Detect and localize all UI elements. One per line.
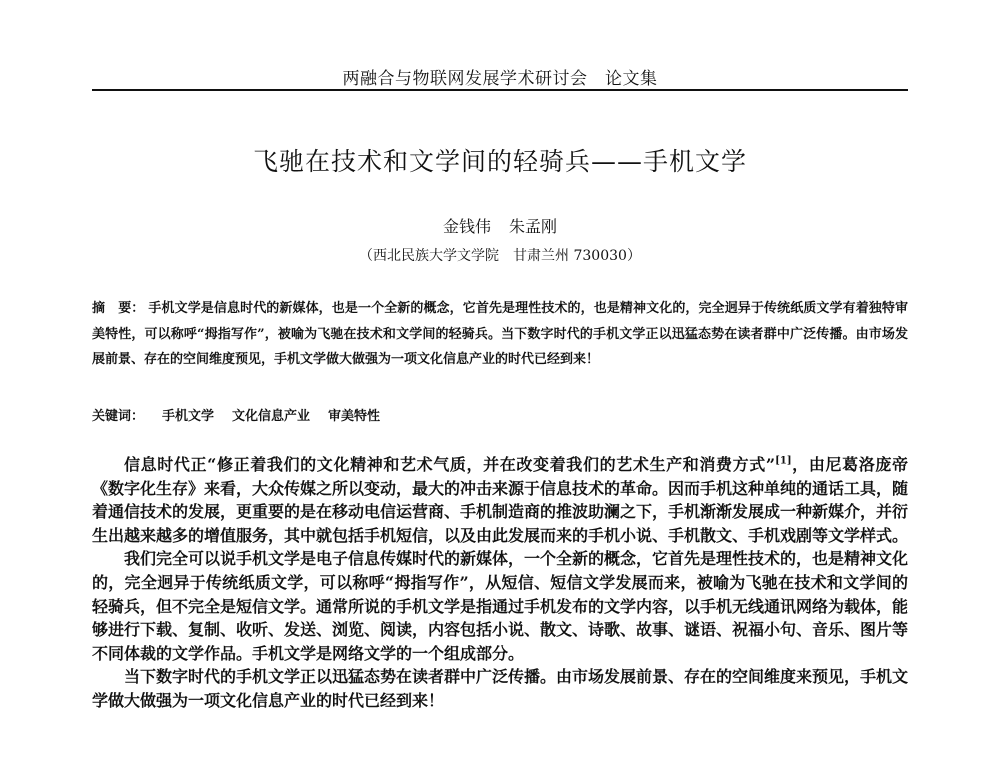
body-text <box>92 453 908 713</box>
body-paragraph: 我们完全可以说手机文学是电子信息传媒时代的新媒体，一个全新的概念，它首先是理性技术的，也是精神文化的，完全迥异于传统纸质文学，可以称呼“拇指写作”，从短信、短信文学发展而来，被喻为飞驰在技术和文学间的轻骑兵，但不完全是短信文学。通常所说的手机文学是指通过手机发布的文学内容，以手机无线通讯网络为载体，能够进行下载、复制、收听、发送、浏览、阅读，内容包括小说、散文、诗歌、故事、谜语、祝福小句、音乐、图片等不同体裁的文学作品。手机文学是网络文学的一个组成部分。 <box>92 549 909 663</box>
body-paragraph: 当下数字时代的手机文学正以迅猛态势在读者群中广泛传播。由市场发展前景、存在的空间维度来预见，手机文学做大做强为一项文化信息产业的时代已经到来！ <box>92 667 909 710</box>
running-header: 两融合与物联网发展学术研讨会 论文集 <box>342 69 658 89</box>
abstract-text: 手机文学是信息时代的新媒体，也是一个全新的概念，它首先是理性技术的，也是精神文化的，完全迥异于传统纸质文学有着独特审美特性，可以称呼“拇指写作”，被喻为飞驰在技术和文学间的轻骑兵。当下数字时代的手机文学正以迅猛态势在读者群中广泛传播。由市场发展前景、存在的空间维度预见，手机文学做大做强为一项文化信息产业的时代已经到来！ <box>92 301 908 367</box>
abstract-label: 摘 要： <box>92 301 145 316</box>
abstract <box>92 296 908 373</box>
keywords <box>92 405 908 424</box>
body-paragraph <box>92 453 908 547</box>
keywords-label: 关键词： <box>92 409 145 424</box>
affiliation: （西北民族大学文学院 甘肃兰州 730030） <box>359 248 641 264</box>
paragraph-text: ，由尼葛洛庞帝《数字化生存》来看，大众传媒之所以变动，最大的冲击来源于信息技术的革命。因而手机这种单纯的通话工具，随着通信技术的发展，更重要的是在移动电信运营商、手机制造商的推波助澜之下，手机渐渐发展成一种新媒介，并衍生出越来越多的增值服务，其中就包括手机短信，以及由此发展而来的手机小说、手机散文、手机戏剧等文学样式。 <box>92 455 909 545</box>
paper-title: 飞驰在技术和文学间的轻骑兵——手机文学 <box>252 147 747 176</box>
keyword: 文化信息产业 <box>232 409 311 424</box>
header-rule <box>92 89 908 91</box>
author-name: 金钱伟 <box>442 217 491 236</box>
author-name: 朱孟刚 <box>509 217 558 236</box>
citation-ref: [1] <box>775 455 792 467</box>
authors <box>92 214 908 237</box>
keyword: 审美特性 <box>328 409 381 424</box>
paragraph-text: 信息时代正“修正着我们的文化精神和艺术气质，并在改变着我们的艺术生产和消费方式” <box>124 455 776 474</box>
keyword: 手机文学 <box>162 409 215 424</box>
